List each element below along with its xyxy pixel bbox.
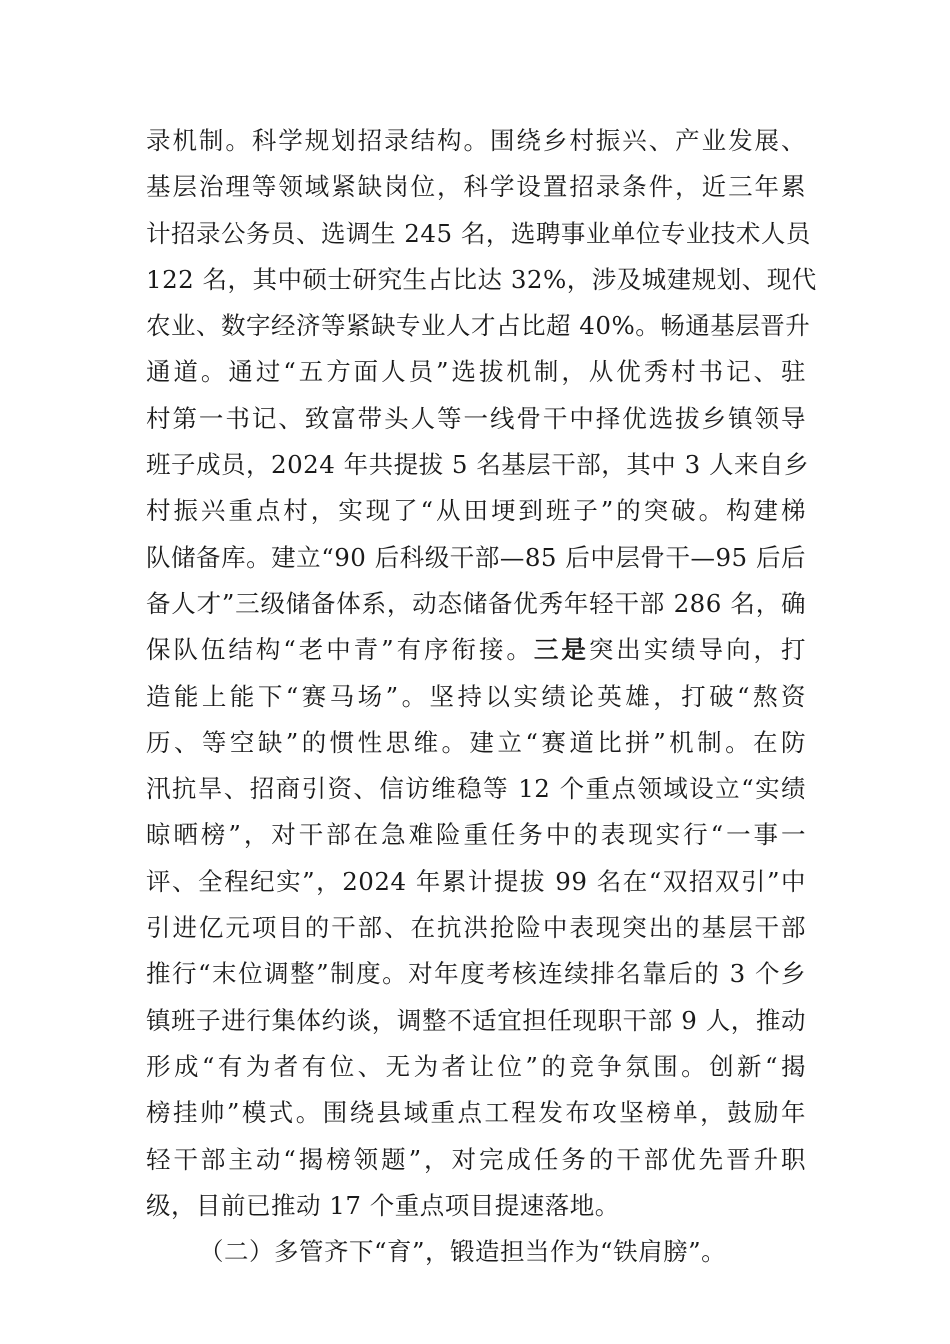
- text-line: 引进亿元项目的干部、在抗洪抢险中表现突出的基层干部: [146, 913, 806, 943]
- text-line: 晾晒榜”，对干部在急难险重任务中的表现实行“一事一: [146, 820, 806, 850]
- text-line: 122 名，其中硕士研究生占比达 32%，涉及城建规划、现代: [146, 264, 817, 294]
- text-segment: 保队伍结构“老中青”有序衔接。: [146, 635, 534, 665]
- document-body: [146, 118, 817, 1275]
- text-line: 通道。通过“五方面人员”选拔机制，从优秀村书记、驻: [146, 357, 806, 387]
- text-line: 形成“有为者有位、无为者让位”的竞争氛围。创新“揭: [146, 1051, 806, 1081]
- text-line: 村振兴重点村，实现了“从田埂到班子”的突破。构建梯: [146, 496, 806, 526]
- text-line: 镇班子进行集体约谈，调整不适宜担任现职干部 9 人，推动: [146, 1005, 806, 1035]
- section-heading: （二）多管齐下“育”，锻造担当作为“铁肩膀”。: [199, 1237, 727, 1267]
- text-line: 录机制。科学规划招录结构。围绕乡村振兴、产业发展、: [146, 126, 806, 155]
- text-line: 村第一书记、致富带头人等一线骨干中择优选拔乡镇领导: [146, 403, 806, 433]
- text-line: 推行“末位调整”制度。对年度考核连续排名靠后的 3 个乡: [146, 959, 806, 989]
- text-segment: 突出实绩导向，打: [588, 635, 807, 665]
- text-line: 备人才”三级储备体系，动态储备优秀年轻干部 286 名，确: [146, 588, 806, 618]
- text-line: 基层治理等领域紧缺岗位，科学设置招录条件，近三年累: [146, 172, 806, 202]
- text-line: 级，目前已推动 17 个重点项目提速落地。: [146, 1190, 620, 1220]
- text-line: 榜挂帅”模式。围绕县域重点工程发布攻坚榜单，鼓励年: [146, 1098, 806, 1128]
- text-line: 农业、数字经济等紧缺专业人才占比超 40%。畅通基层晋升: [146, 311, 811, 341]
- text-line: 汛抗旱、招商引资、信访维稳等 12 个重点领域设立“实绩: [146, 774, 806, 804]
- text-line: 造能上能下“赛马场”。坚持以实绩论英雄，打破“熬资: [146, 681, 806, 711]
- text-line: 队储备库。建立“90 后科级干部—85 后中层骨干—95 后后: [146, 542, 806, 572]
- text-line: [146, 627, 806, 673]
- text-line: 历、等空缺”的惯性思维。建立“赛道比拼”机制。在防: [146, 727, 806, 757]
- text-line: 计招录公务员、选调生 245 名，选聘事业单位专业技术人员: [146, 218, 811, 248]
- text-line: 班子成员，2024 年共提拔 5 名基层干部，其中 3 人来自乡: [146, 450, 809, 480]
- text-line: 轻干部主动“揭榜领题”，对完成任务的干部优先晋升职: [146, 1144, 806, 1174]
- text-line: 评、全程纪实”，2024 年累计提拔 99 名在“双招双引”中: [146, 866, 806, 896]
- bold-marker: 三是: [533, 635, 589, 665]
